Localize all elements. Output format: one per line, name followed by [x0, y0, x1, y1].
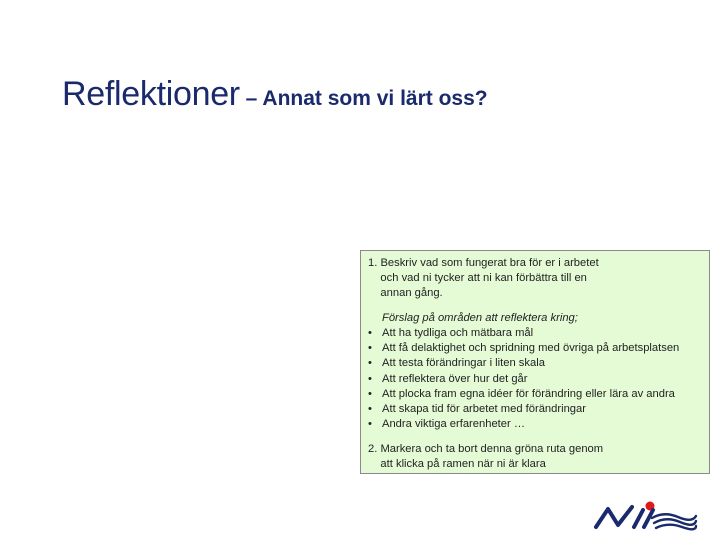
nll-logo	[592, 496, 698, 532]
instruction-step-1: 1. Beskriv vad som fungerat bra för er i arbetet och vad ni tycker att ni kan förbättra till en annan gång.	[368, 257, 599, 300]
bullet-icon: •	[368, 387, 372, 400]
suggestion-item	[361, 402, 679, 417]
bullet-icon: •	[368, 418, 372, 431]
slide-title	[62, 74, 488, 119]
suggestion-text: Att testa förändringar i liten skala	[382, 357, 545, 370]
suggestions-list	[361, 326, 679, 432]
suggestions-heading: Förslag på områden att reflektera kring;	[382, 312, 578, 324]
suggestion-text: Andra viktiga erfarenheter …	[382, 418, 526, 431]
suggestion-item	[361, 356, 679, 371]
instruction-step-2: 2. Markera och ta bort denna gröna ruta genom att klicka på ramen när ni är klara	[368, 443, 604, 471]
slide-title-sub: – Annat som vi lärt oss?	[239, 87, 488, 110]
bullet-icon: •	[368, 403, 372, 416]
suggestion-text: Att reflektera över hur det går	[382, 372, 528, 385]
suggestion-item	[361, 417, 679, 432]
logo-waves-icon	[652, 514, 696, 529]
bullet-icon: •	[368, 372, 372, 385]
logo-mark-icon	[596, 507, 653, 527]
suggestion-item	[361, 326, 679, 341]
bullet-icon: •	[368, 327, 372, 339]
bullet-icon: •	[368, 342, 372, 355]
suggestion-item	[361, 372, 679, 387]
suggestion-text: Att ha tydliga och mätbara mål	[382, 327, 534, 339]
suggestion-item	[361, 341, 679, 356]
slide-title-main: Reflektioner	[62, 75, 240, 113]
suggestion-text: Att skapa tid för arbetet med förändringar	[382, 403, 586, 416]
instruction-box[interactable]	[360, 250, 710, 474]
suggestion-text: Att plocka fram egna idéer för förändring eller lära av andra	[382, 387, 675, 400]
suggestion-text: Att få delaktighet och spridning med övriga på arbetsplatsen	[382, 342, 680, 355]
suggestion-item	[361, 387, 679, 402]
bullet-icon: •	[368, 357, 372, 370]
